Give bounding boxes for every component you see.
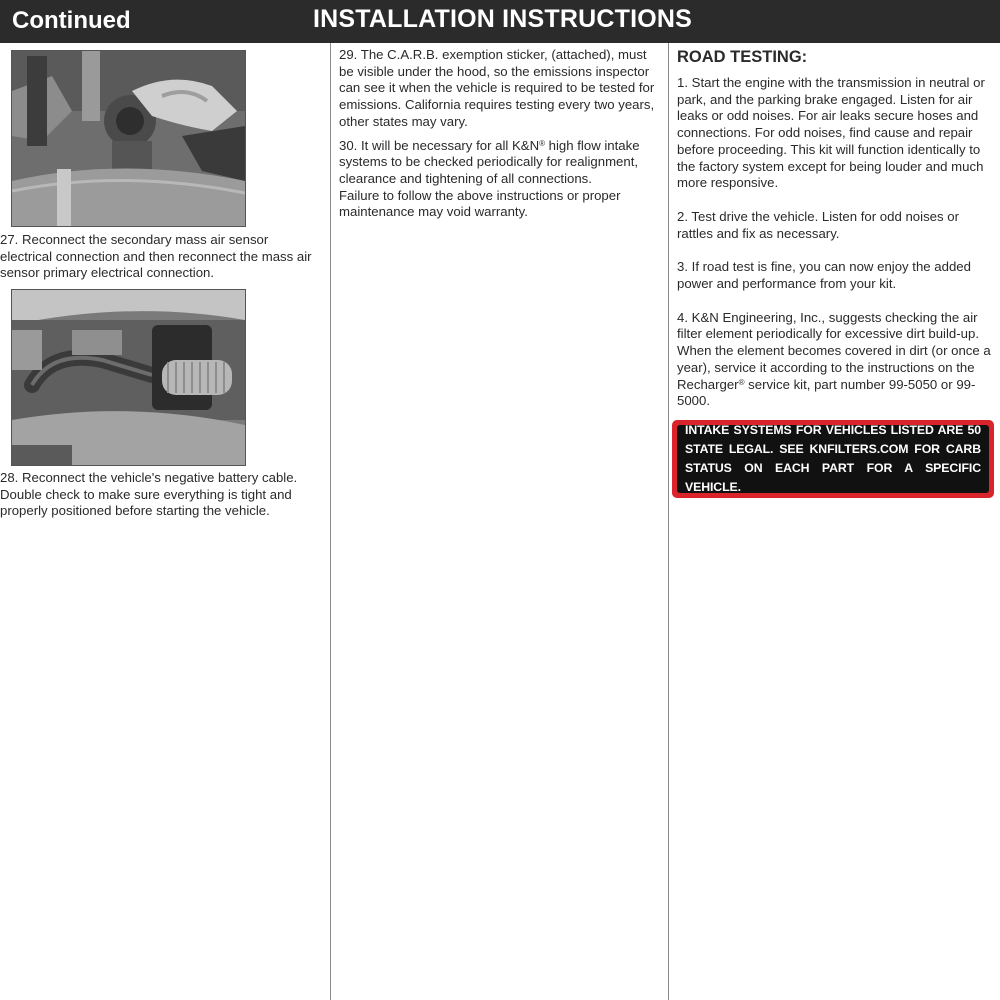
column-divider-1 bbox=[330, 43, 331, 1000]
column-right bbox=[677, 47, 995, 427]
warranty-note: Failure to follow the above instructions or proper maintenance may void warranty. bbox=[339, 187, 621, 220]
engine-bay-intake-photo bbox=[11, 289, 246, 466]
road-testing-heading: ROAD TESTING: bbox=[677, 48, 808, 66]
step-30-text: 30. It will be necessary for all K&N® high flow intake systems to be checked periodically for realignment, clearance and tightening of all connections. bbox=[339, 137, 640, 186]
road-test-item-2: 2. Test drive the vehicle. Listen for odd noises or rattles and fix as necessary. bbox=[677, 208, 959, 241]
step-29-text: 29. The C.A.R.B. exemption sticker, (attached), must be visible under the hood, so the emissions inspector can see it when the vehicle is required to be tested for emissions. California requires testing every two years, other states may vary. bbox=[339, 47, 655, 129]
header-bar bbox=[0, 0, 1000, 43]
carb-legal-notice bbox=[672, 420, 994, 498]
continued-label: Continued bbox=[12, 7, 131, 34]
carb-legal-text: INTAKE SYSTEMS FOR VEHICLES LISTED ARE 50 STATE LEGAL. SEE KNFILTERS.COM FOR CARB STATUS ON EACH PART FOR A SPECIFIC VEHICLE. bbox=[685, 423, 981, 494]
road-test-item-4: 4. K&N Engineering, Inc., suggests checking the air filter element periodically for excessive dirt build-up. When the element becomes covered in dirt (or once a year), service it according to the instructions on the Recharger® service kit, part number 99-5050 or 99-5000. bbox=[677, 309, 991, 409]
page-title: INSTALLATION INSTRUCTIONS bbox=[313, 5, 693, 33]
road-test-item-3: 3. If road test is fine, you can now enjoy the added power and performance from your kit. bbox=[677, 259, 971, 292]
road-test-item-1: 1. Start the engine with the transmission in neutral or park, and the parking brake engaged. Listen for air leaks or odd noises. For air leaks secure hoses and connections. For odd noises, find cause and repair before proceeding. This kit will function identically to the factory system except for being louder and much more responsive. bbox=[677, 75, 985, 191]
column-middle bbox=[339, 47, 664, 221]
mass-air-sensor-photo bbox=[11, 50, 246, 227]
step-27-text: 27. Reconnect the secondary mass air sensor electrical connection and then reconnect the mass air sensor primary electrical connection. bbox=[0, 232, 312, 281]
step-28-text: 28. Reconnect the vehicle's negative battery cable. Double check to make sure everything is tight and properly positioned before starting the vehicle. bbox=[0, 470, 298, 519]
column-divider-2 bbox=[668, 43, 669, 1000]
column-left bbox=[0, 43, 329, 1000]
